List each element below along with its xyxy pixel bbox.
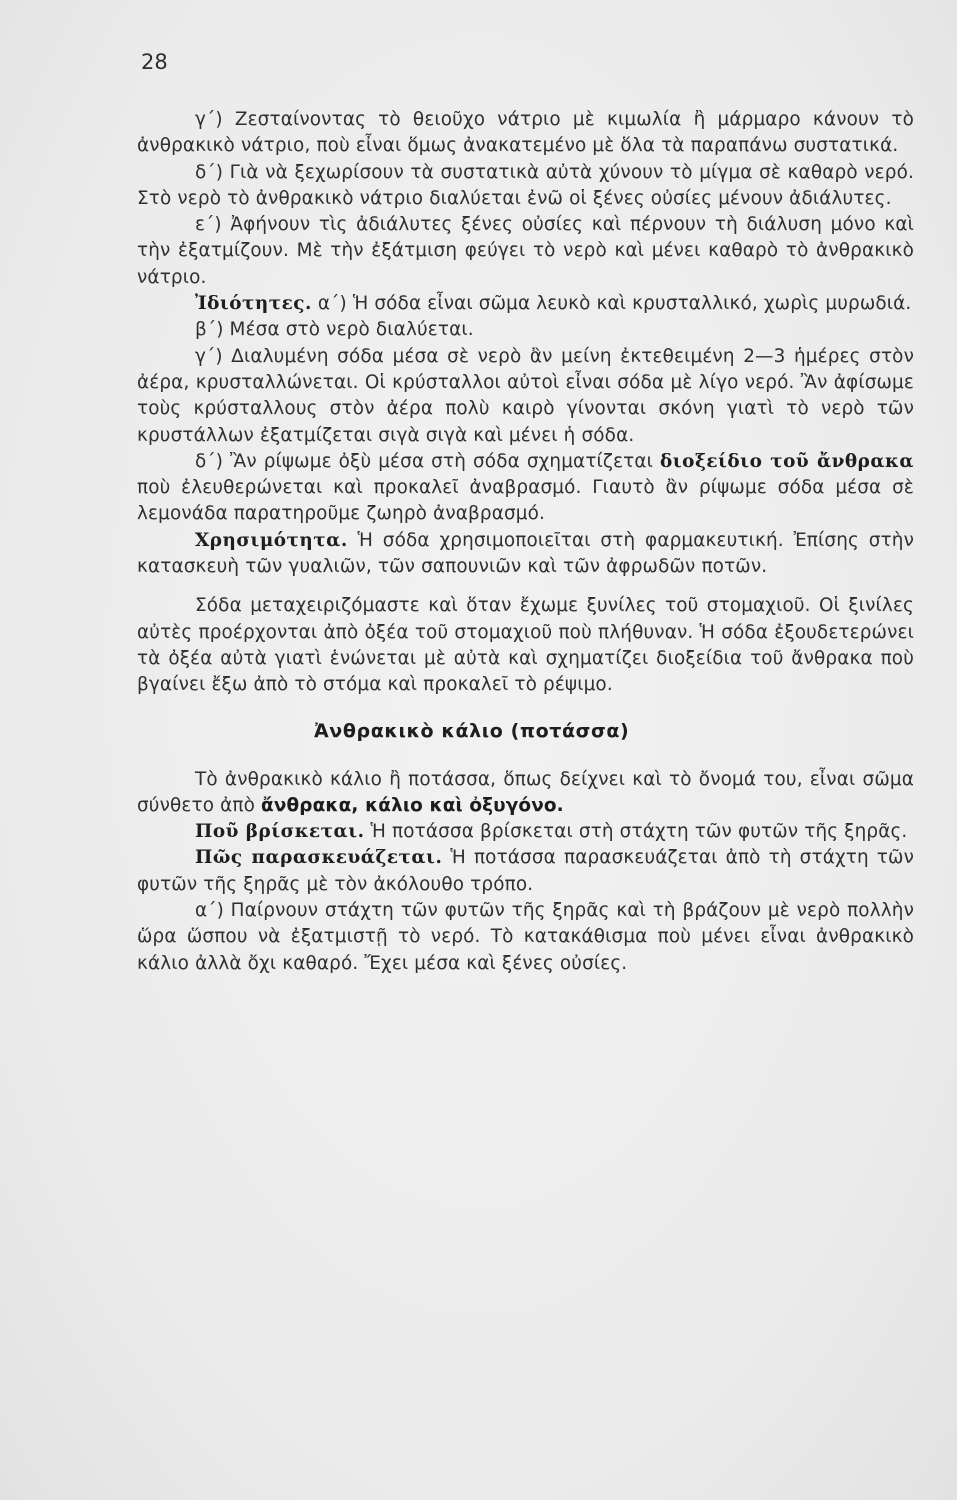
preparation-text: Ἡ ποτάσσα παρασκευάζεται ἀπὸ τὴ στάχτη τῶν φυτῶν τῆς ξηρᾶς μὲ τὸν ἀκόλουθο τρόπο. bbox=[137, 847, 914, 895]
properties-text: α΄) Ἡ σόδα εἶναι σῶμα λευκὸ καὶ κρυσταλλικό, χωρὶς μυρωδιά. bbox=[311, 293, 912, 315]
acid-text-start: δ΄) Ἂν ρίψωμε ὀξὺ μέσα στὴ σόδα σχηματίζεται bbox=[195, 450, 661, 472]
usefulness-keyword: Χρησιμότητα. bbox=[195, 529, 348, 551]
paragraph-a-boiling: α΄) Παίρνουν στάχτη τῶν φυτῶν τῆς ξηρᾶς καὶ τὴ βράζουν μὲ νερὸ πολλὴν ὥρα ὥσπου νὰ ἐξατμιστῇ τὸ νερό. Τὸ κατακάθισμα ποὺ μένει εἶναι ἀνθρακικὸ κάλιο ἀλλὰ ὄχι καθαρό. Ἔχει μέσα καὶ ξένες οὐσίες. bbox=[137, 900, 914, 974]
paragraph-where-found bbox=[137, 819, 914, 845]
paragraph-properties bbox=[137, 291, 914, 317]
paragraph-usefulness bbox=[137, 528, 914, 581]
acid-text-end: ποὺ ἐλευθερώνεται καὶ προκαλεῖ ἀναβρασμό. Γιαυτὸ ἂν ρίψωμε σόδα μέσα σὲ λεμονάδα παρατηροῦμε ζωηρὸ ἀναβρασμό. bbox=[137, 477, 914, 525]
page-number: 28 bbox=[141, 50, 168, 74]
paragraph-b-dissolves: β΄) Μέσα στὸ νερὸ διαλύεται. bbox=[195, 319, 474, 341]
properties-keyword: Ἰδιότητες. bbox=[195, 293, 312, 315]
paragraph-g-heating: γ΄) Ζεσταίνοντας τὸ θειοῦχο νάτριο μὲ κιμωλία ἢ μάρμαρο κάνουν τὸ ἀνθρακικὸ νάτριο, ποὺ εἶναι ὅμως ἀνακατεμένο μὲ ὅλα τὰ παραπάνω συστατικά. bbox=[137, 109, 914, 157]
potash-intro-text: Τὸ ἀνθρακικὸ κάλιο ἢ ποτάσσα, ὅπως δείχνει καὶ τὸ ὄνομά του, εἶναι σῶμα σύνθετο ἀπὸ bbox=[137, 768, 914, 816]
section-title-potash: Ἀνθρακικὸ κάλιο (ποτάσσα) bbox=[314, 719, 630, 742]
paragraph-g-crystals: γ΄) Διαλυμένη σόδα μέσα σὲ νερὸ ἂν μείνη ἐκτεθειμένη 2—3 ἡμέρες στὸν ἀέρα, κρυσταλλώνεται. Οἱ κρύσταλλοι αὐτοὶ εἶναι σόδα μὲ λίγο νερό. Ἂν ἀφίσωμε τοὺς κρύσταλλους στὸν ἀέρα πολὺ καιρὸ γίνονται σκόνη γιατὶ τὸ νερὸ τῶν κρυστάλλων ἐξατμίζεται σιγὰ σιγὰ καὶ μένει ἡ σόδα. bbox=[137, 345, 914, 446]
where-found-keyword: Ποῦ βρίσκεται. bbox=[195, 821, 365, 843]
paragraph-preparation bbox=[137, 845, 914, 898]
where-found-text: Ἡ ποτάσσα βρίσκεται στὴ στάχτη τῶν φυτῶν τῆς ξηρᾶς. bbox=[364, 821, 908, 843]
elements-keyword: ἄνθρακα, κάλιο καὶ ὀξυγόνο. bbox=[261, 794, 564, 816]
paragraph-e-evaporation: ε΄) Ἀφήνουν τὶς ἀδιάλυτες ξένες οὐσίες καὶ πέρνουν τὴ διάλυση μόνο καὶ τὴν ἐξατμίζουν. Μὲ τὴν ἐξάτμιση φεύγει τὸ νερὸ καὶ μένει καθαρὸ τὸ ἀνθρακικὸ νάτριο. bbox=[137, 214, 914, 288]
paragraph-stomach: Σόδα μεταχειριζόμαστε καὶ ὅταν ἔχωμε ξυνίλες τοῦ στομαχιοῦ. Οἱ ξινίλες αὐτὲς προέρχονται ἀπὸ ὀξέα τοῦ στομαχιοῦ ποὺ πλήθυναν. Ἡ σόδα ἐξουδετερώνει τὰ ὀξέα αὐτὰ γιατὶ ἑνώνεται μὲ αὐτὰ καὶ σχηματίζει διοξείδια τοῦ ἄνθρακα ποὺ βγαίνει ἔξω ἀπὸ τὸ στόμα καὶ προκαλεῖ τὸ ρέψιμο. bbox=[137, 595, 914, 696]
paragraph-d-separation: δ΄) Γιὰ νὰ ξεχωρίσουν τὰ συστατικὰ αὐτὰ χύνουν τὸ μίγμα σὲ καθαρὸ νερό. Στὸ νερὸ τὸ ἀνθρακικὸ νάτριο διαλύεται ἐνῶ οἱ ξένες οὐσίες μένουν ἀδιάλυτες. bbox=[137, 161, 914, 209]
carbon-dioxide-keyword: διοξείδιο τοῦ ἄνθρακα bbox=[660, 450, 914, 472]
paragraph-d-acid bbox=[137, 449, 914, 528]
usefulness-text: Ἡ σόδα χρησιμοποιεῖται στὴ φαρμακευτική. Ἐπίσης στὴν κατασκευὴ τῶν γυαλιῶν, τῶν σαπουνιῶν καὶ τῶν ἀφρωδῶν ποτῶν. bbox=[137, 529, 914, 578]
preparation-keyword: Πῶς παρασκευάζεται. bbox=[195, 847, 443, 869]
text-column bbox=[137, 107, 914, 977]
paragraph-potash-intro bbox=[137, 767, 914, 820]
